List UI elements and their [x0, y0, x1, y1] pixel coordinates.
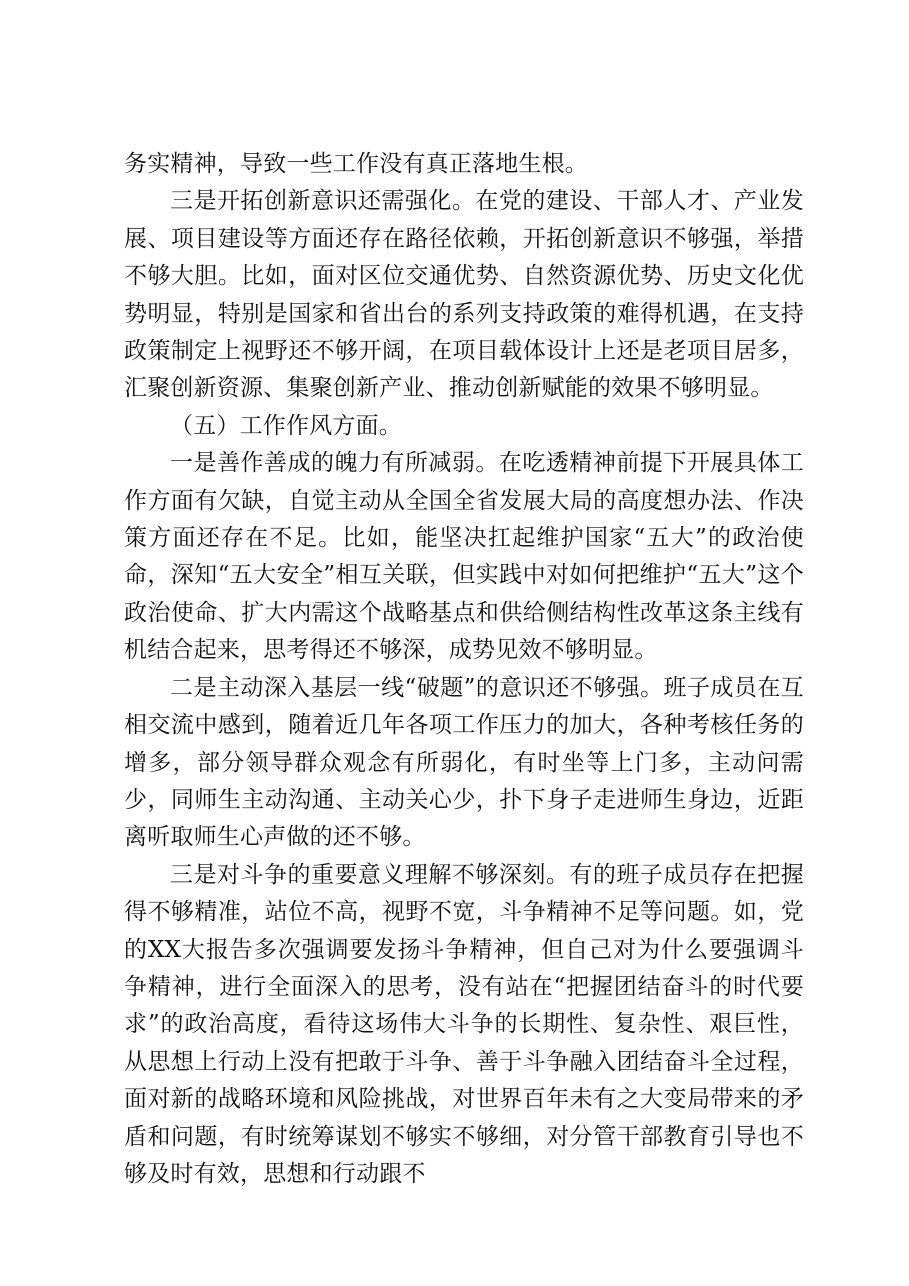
paragraph-struggle: 三是对斗争的重要意义理解不够深刻。有的班子成员存在把握得不够精准，站位不高，视野不宽，斗争精神不足等问题。如，党的XX大报告多次强调要发扬斗争精神，但自己对为什么要强调斗争精神，进行全面深入的思考，没有站在“把握团结奋斗的时代要求”的政治高度，看待这场伟大斗争的长期性、复杂性、艰巨性，从思想上行动上没有把敢于斗争、善于斗争融入团结奋斗全过程，面对新的战略环境和风险挑战，对世界百年未有之大变局带来的矛盾和问题，有时统筹谋划不够实不够细，对分管干部教育引导也不够及时有效，思想和行动跟不 [124, 861, 804, 1187]
paragraph-grassroots: 二是主动深入基层一线“破题”的意识还不够强。班子成员在互相交流中感到，随着近几年各项工作压力的加大，各种考核任务的增多，部分领导群众观念有所弱化，有时坐等上门多，主动问需少，同师生主动沟通、主动关心少，扑下身子走进师生身边，近距离听取师生心声做的还不够。 [124, 674, 804, 851]
paragraph-innovation: 三是开拓创新意识还需强化。在党的建设、干部人才、产业发展、项目建设等方面还存在路径依赖，开拓创新意识不够强，举措不够大胆。比如，面对区位交通优势、自然资源优势、历史文化优势明显，特别是国家和省出台的系列支持政策的难得机遇，在支持政策制定上视野还不够开阔，在项目载体设计上还是老项目居多，汇聚创新资源、集聚创新产业、推动创新赋能的效果不够明显。 [124, 188, 804, 402]
section-heading-work-style: （五）工作作风方面。 [170, 412, 402, 439]
paragraph-courage: 一是善作善成的魄力有所减弱。在吃透精神前提下开展具体工作方面有欠缺，自觉主动从全国全省发展大局的高度想办法、作决策方面还存在不足。比如，能坚决扛起维护国家“五大”的政治使命，深知“五大安全”相互关联，但实践中对如何把维护“五大”这个政治使命、扩大内需这个战略基点和供给侧结构性改革这条主线有机结合起来，思考得还不够深，成势见效不够明显。 [124, 450, 804, 664]
document-body [124, 146, 804, 1193]
paragraph-continuation: 务实精神，导致一些工作没有真正落地生根。 [124, 151, 588, 177]
